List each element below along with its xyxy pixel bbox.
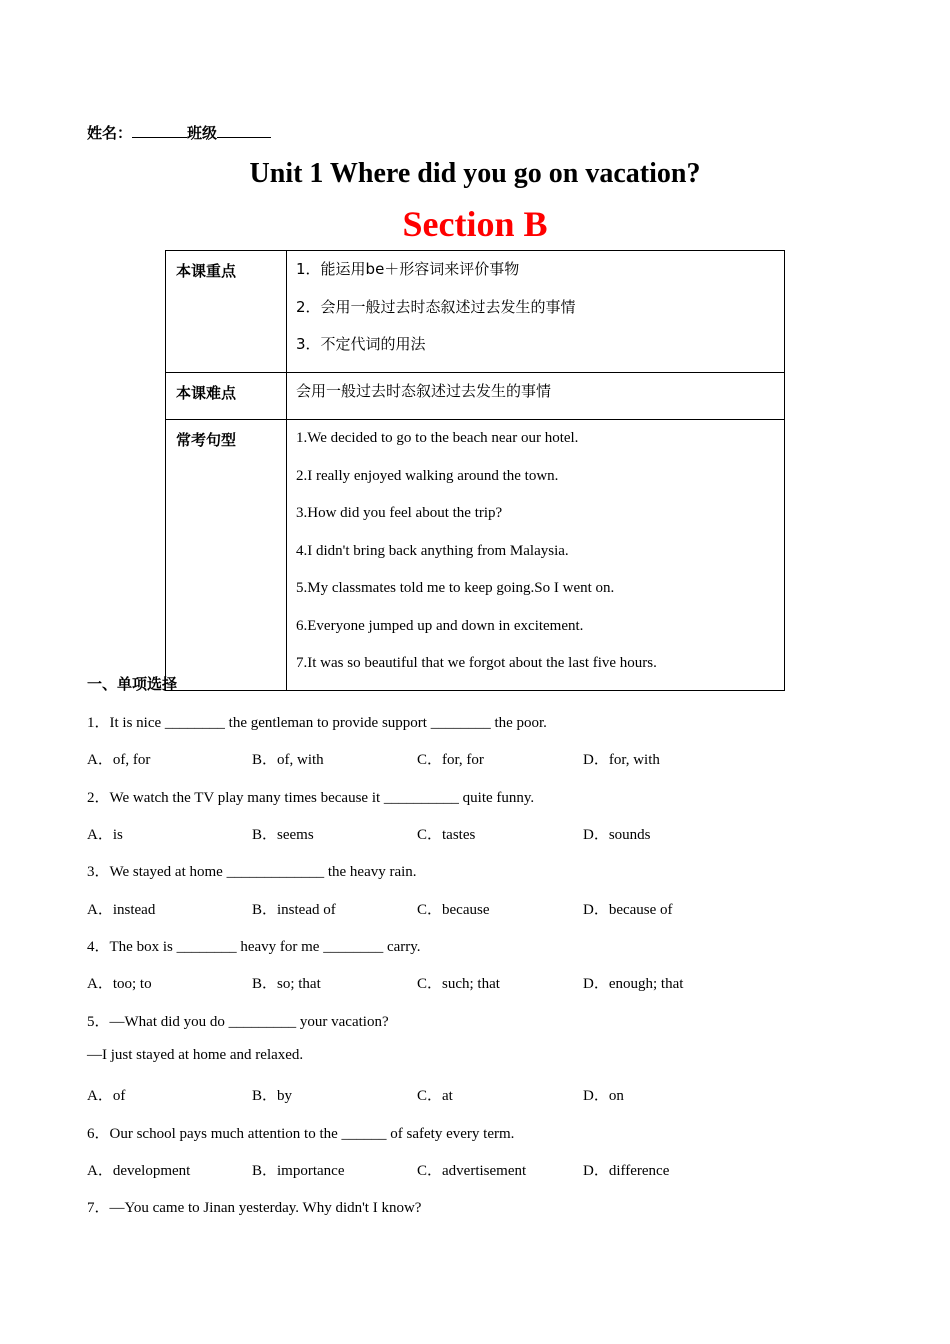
question-stem: 4．The box is ________ heavy for me ________ carry. (87, 939, 421, 955)
option-a[interactable]: A．instead (87, 902, 156, 918)
option-c[interactable]: C．for, for (417, 752, 484, 768)
question-stem: 5．—What did you do _________ your vacation? (87, 1014, 389, 1030)
option-a[interactable]: A．development (87, 1163, 191, 1179)
sentence-line: 2.I really enjoyed walking around the town. (296, 467, 559, 484)
row-content (287, 373, 785, 420)
sentence-line: 1.We decided to go to the beach near our hotel. (296, 430, 579, 446)
option-a[interactable]: A．of (87, 1088, 126, 1104)
option-c[interactable]: C．such; that (417, 976, 500, 992)
unit-title: Unit 1 Where did you go on vacation? (249, 158, 701, 189)
content-line: 1．能运用be＋形容词来评价事物 (296, 260, 520, 278)
row-content (287, 420, 785, 691)
name-label: 姓名： (87, 124, 133, 142)
option-d[interactable]: D．for, with (583, 752, 660, 768)
question-stem: 3．We stayed at home _____________ the heavy rain. (87, 864, 417, 880)
option-d[interactable]: D．on (583, 1088, 624, 1104)
option-d[interactable]: D．sounds (583, 827, 651, 843)
option-b[interactable]: B．importance (252, 1163, 345, 1179)
content-line: 2．会用一般过去时态叙述过去发生的事情 (296, 297, 576, 316)
option-c[interactable]: C．because (417, 902, 490, 918)
content-line: 3．不定代词的用法 (296, 335, 426, 353)
sentence-line: 5.My classmates told me to keep going.So I went on. (296, 580, 615, 596)
table-row (166, 420, 785, 691)
option-d[interactable]: D．enough; that (583, 976, 684, 992)
table-row (166, 251, 785, 373)
sentence-line: 3.How did you feel about the trip? (296, 505, 503, 521)
question-stem: 6．Our school pays much attention to the ______ of safety every term. (87, 1126, 515, 1142)
name-blank[interactable] (132, 123, 187, 138)
part1-heading: 一、单项选择 (87, 675, 178, 693)
row-content (287, 251, 785, 373)
option-a[interactable]: A．of, for (87, 752, 151, 768)
question-stem: 7．—You came to Jinan yesterday. Why didn't I know? (87, 1200, 422, 1216)
option-b[interactable]: B．so; that (252, 976, 321, 992)
sentence-line: 4.I didn't bring back anything from Malaysia. (296, 542, 569, 559)
class-label: 班级 (187, 124, 218, 142)
question-stem: 2．We watch the TV play many times because it __________ quite funny. (87, 790, 535, 806)
option-d[interactable]: D．because of (583, 902, 673, 918)
row-label: 本课难点 (166, 373, 287, 420)
question-stem: 1．It is nice ________ the gentleman to provide support ________ the poor. (87, 715, 547, 731)
key-points-table (165, 250, 785, 691)
option-b[interactable]: B．seems (252, 827, 314, 843)
question-stem-reply: —I just stayed at home and relaxed. (87, 1047, 304, 1063)
option-c[interactable]: C．at (417, 1088, 453, 1104)
option-b[interactable]: B．of, with (252, 752, 324, 768)
table-row (166, 373, 785, 420)
name-class-line (87, 122, 271, 143)
sentence-line: 6.Everyone jumped up and down in excitement. (296, 617, 584, 634)
option-d[interactable]: D．difference (583, 1163, 670, 1179)
option-c[interactable]: C．advertisement (417, 1163, 527, 1179)
option-c[interactable]: C．tastes (417, 827, 476, 843)
option-b[interactable]: B．instead of (252, 902, 336, 918)
sentence-line: 7.It was so beautiful that we forgot about the last five hours. (296, 655, 657, 671)
class-blank[interactable] (217, 123, 271, 138)
content-line: 会用一般过去时态叙述过去发生的事情 (296, 382, 552, 400)
row-label: 常考句型 (166, 420, 287, 691)
option-a[interactable]: A．too; to (87, 976, 152, 992)
option-a[interactable]: A．is (87, 827, 123, 843)
section-title: Section B (402, 204, 548, 244)
row-label: 本课重点 (166, 251, 287, 373)
option-b[interactable]: B．by (252, 1088, 293, 1104)
